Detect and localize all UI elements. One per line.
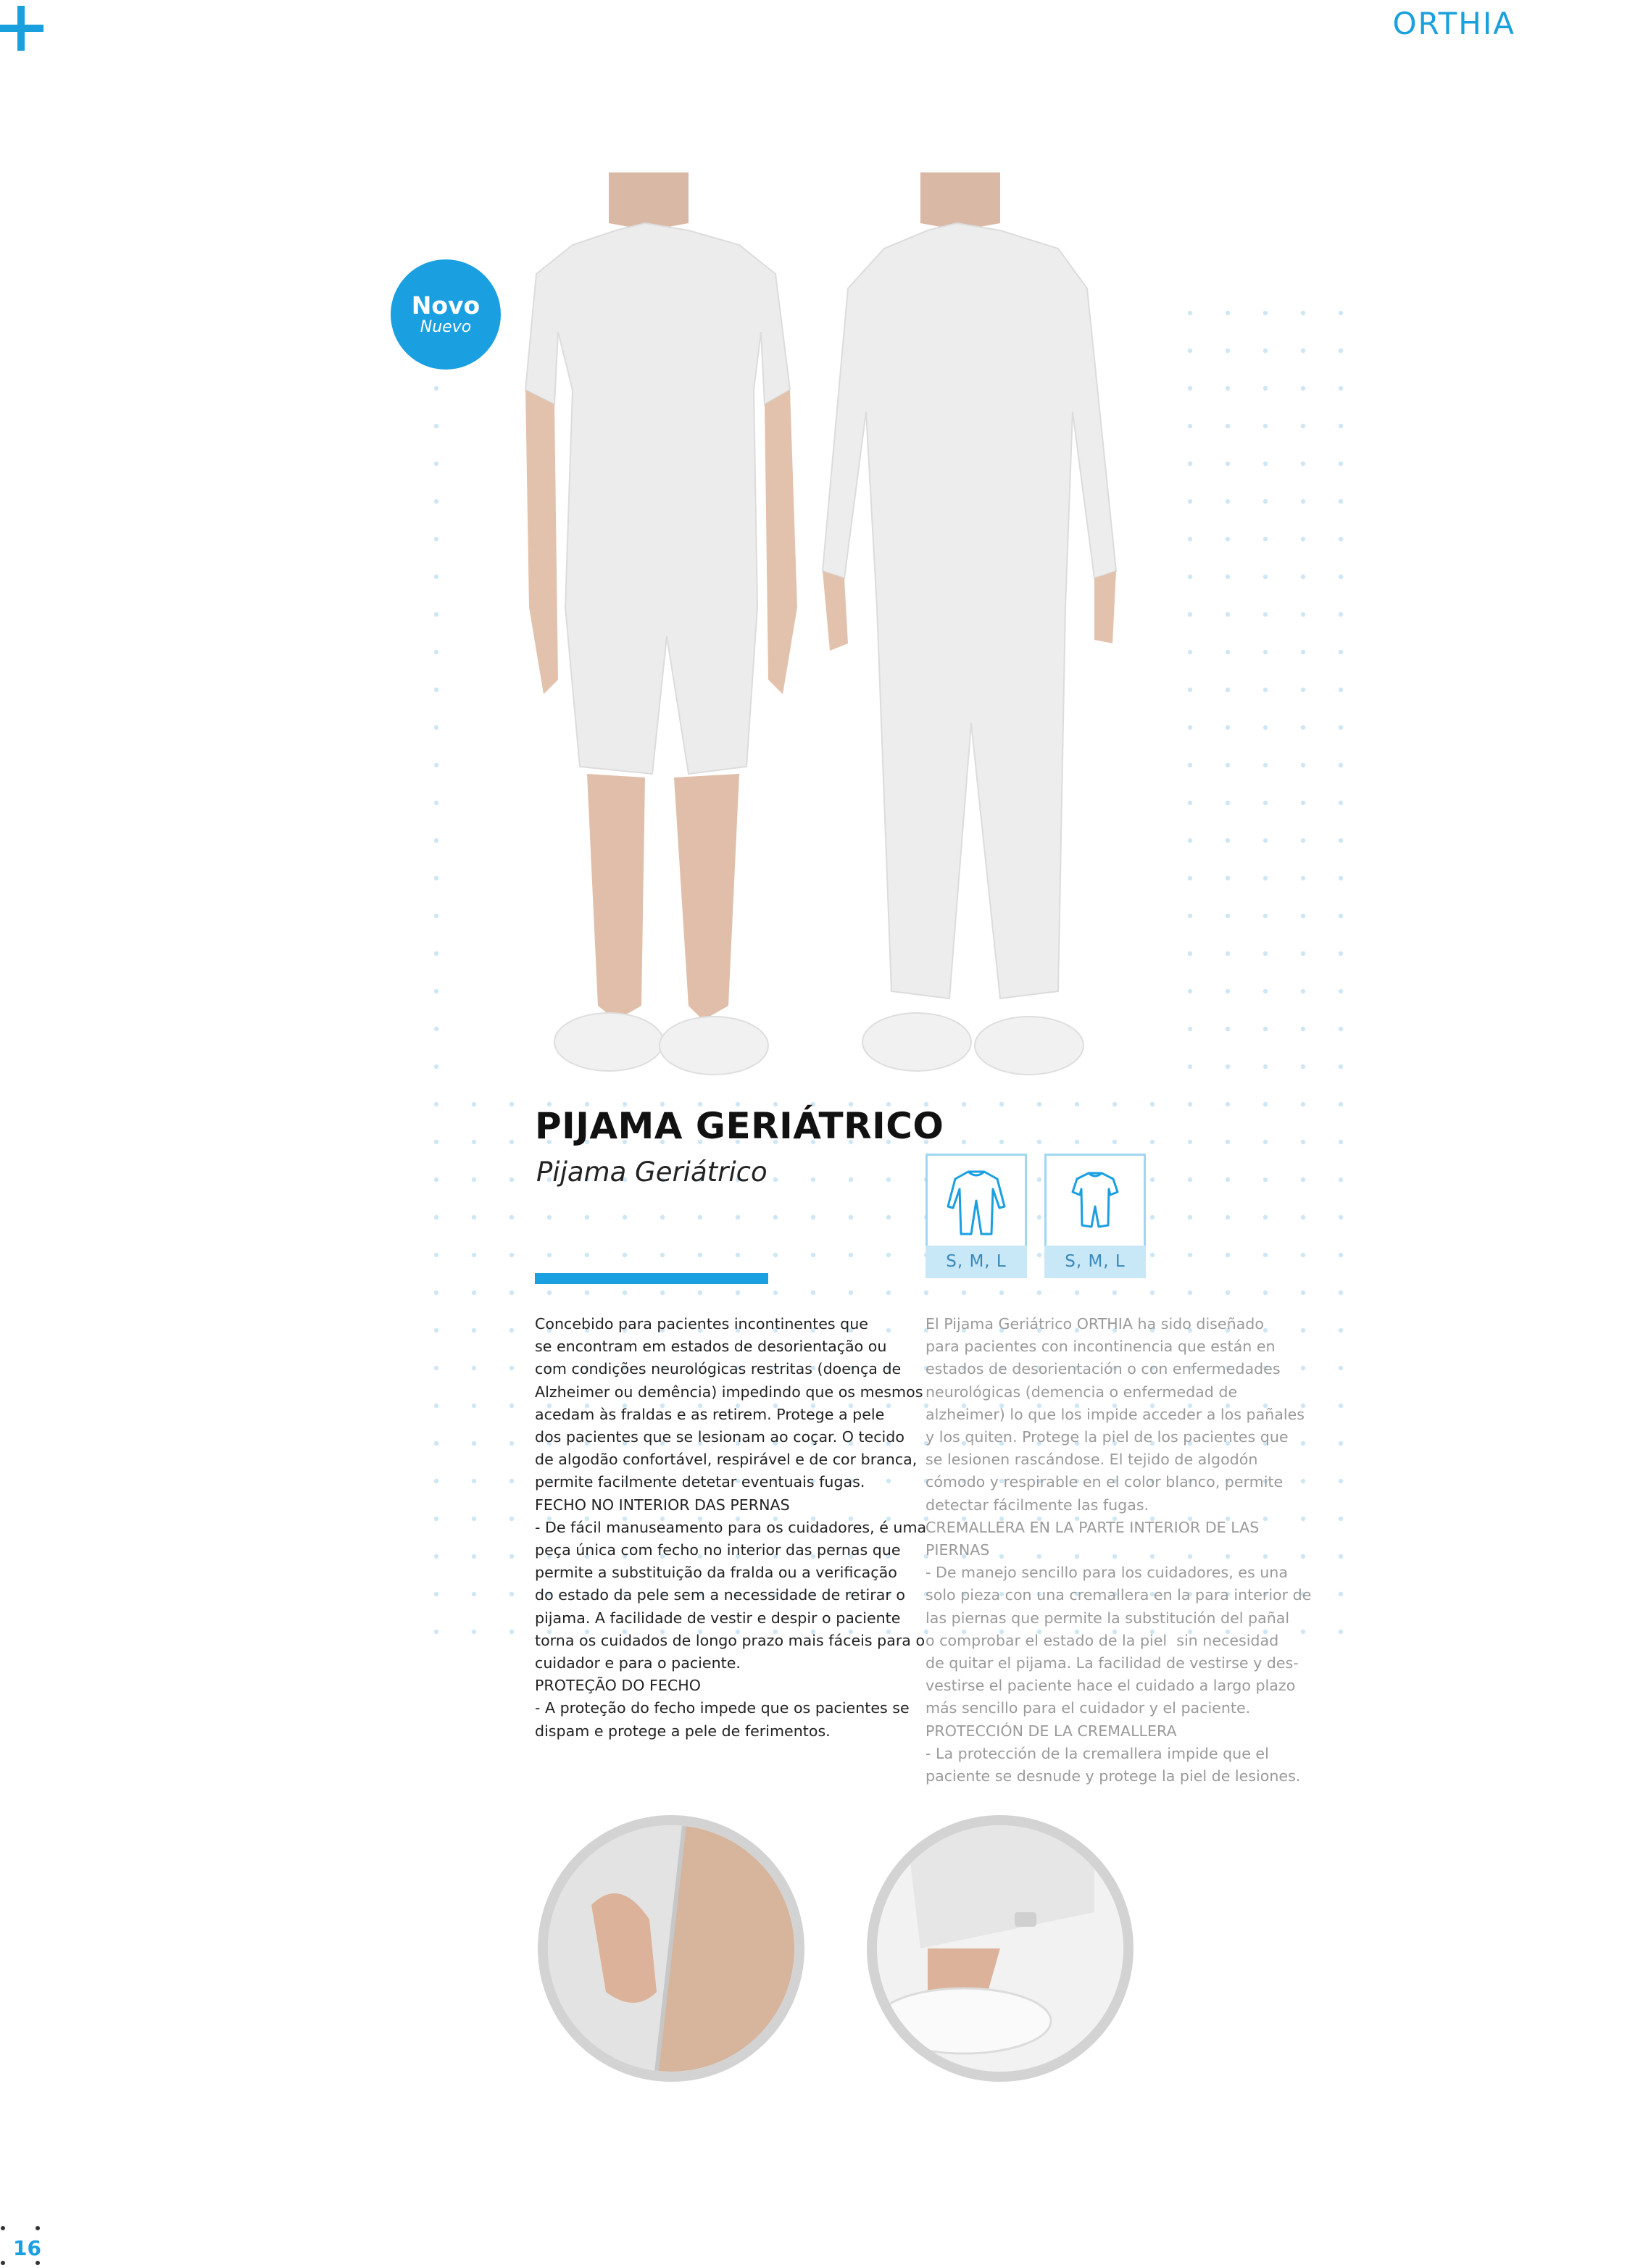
detail-zipper-photo <box>538 1815 804 2082</box>
short-sleeve-jumpsuit-icon <box>1047 1156 1144 1246</box>
zipper-detail-image <box>548 1825 794 2072</box>
detail-ankle-photo <box>867 1815 1134 2082</box>
plus-icon <box>0 6 46 52</box>
product-photo <box>471 172 1160 1085</box>
product-title-es: Pijama Geriátrico <box>536 1156 768 1188</box>
description-pt: Concebido para pacientes incontinentes que se encontram em estados de desorientação ou com condições neurológicas restritas (doença de Alzheimer ou demência) impedindo que os mesmos acedam às fraldas e as retirem. Protege a pele dos pacientes que se lesionam ao coçar. O tecido de algodão confortável, respirável e de cor branca, permite facilmente detetar eventuais fugas. FECHO NO INTERIOR DAS PERNAS - De fácil manuseamento para os cuidadores, é uma peça única com fecho no interior das pernas que permite a substituição da fralda ou a verificação do estado da pele sem a necessidade de retirar o pijama. A facilidade de vestir e despir o paciente torna os cuidados de longo prazo mais fáceis para o cuidador e para o paciente. PROTEÇÃO DO FECHO - A proteção do fecho impede que os pacientes se dispam e protege a pele de ferimentos. <box>535 1315 927 1740</box>
product-title-pt: PIJAMA GERIÁTRICO <box>535 1105 944 1147</box>
long-sleeve-jumpsuit-icon <box>928 1156 1025 1246</box>
size-option-long <box>926 1154 1027 1280</box>
badge-label-pt: Novo <box>411 291 481 320</box>
badge-label-es: Nuevo <box>420 318 472 336</box>
description-es: El Pijama Geriátrico ORTHIA ha sido diseñado para pacientes con incontinencia que están en estados de desorientación o con enfermedades neurológicas (demencia o enfermedad de alzheimer) lo que los impide acceder a los pañales y los quiten. Protege la piel de los pacientes que se lesionen rascándose. El tejido de algodón cómodo y respirable en el color blanco, permite detectar fácilmente las fugas. CREMALLERA EN LA PARTE INTERIOR DE LAS PIERNAS - De manejo sencillo para los cuidadores, es una solo pieza con una cremallera en la para interior de las piernas que permite la substitución del pañal o comprobar el estado de la piel sin necesidad de quitar el pijama. La facilidad de vestirse y des- vestirse el paciente hace el cuidado a largo plazo más sencillo para el cuidador y el paciente. PROTECCIÓN DE LA CREMALLERA - La protección de la cremallera impide que el paciente se desnude y protege la piel de lesiones. <box>926 1315 1312 1785</box>
brand-name: ORTHIA <box>1392 6 1515 41</box>
page-number: 16 <box>13 2236 41 2260</box>
title-underline <box>535 1273 768 1284</box>
size-label: S, M, L <box>1044 1246 1146 1278</box>
size-label: S, M, L <box>926 1246 1027 1278</box>
size-option-short <box>1044 1154 1146 1280</box>
ankle-detail-image <box>877 1825 1123 2072</box>
new-badge <box>391 259 501 370</box>
